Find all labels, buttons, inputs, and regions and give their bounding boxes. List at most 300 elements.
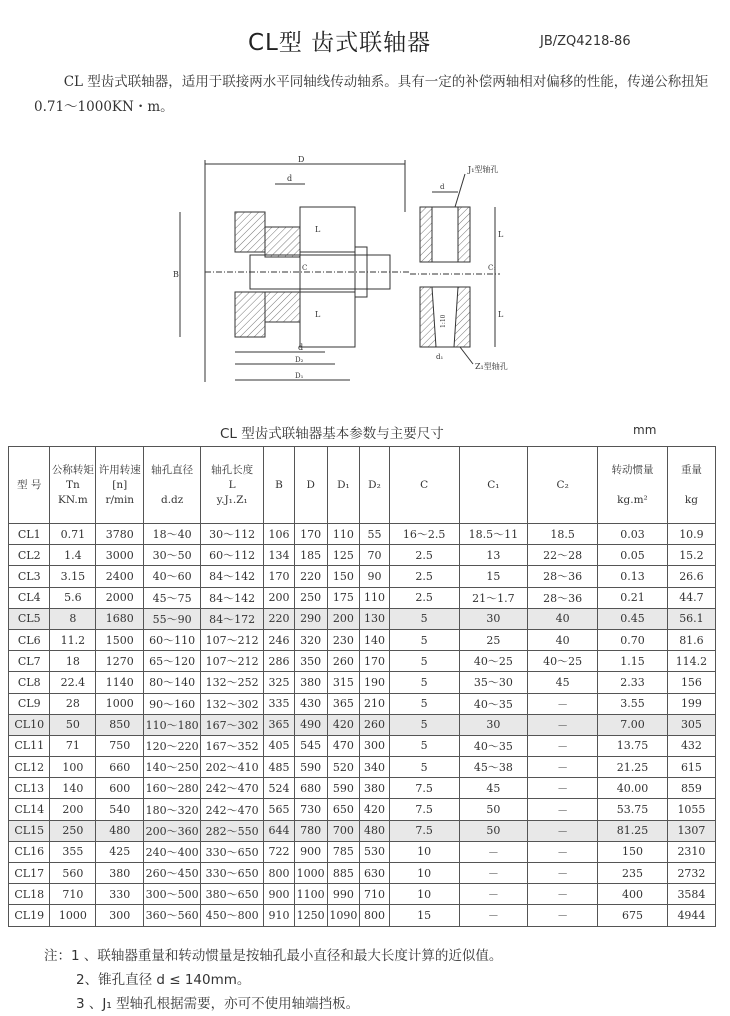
table-cell: 70 xyxy=(360,545,389,566)
table-cell: 450～800 xyxy=(201,905,264,926)
table-cell: CL13 xyxy=(9,778,50,799)
table-cell: 81.25 xyxy=(598,820,668,841)
table-cell: 18.5～11 xyxy=(459,524,528,545)
table-cell: 5 xyxy=(389,672,459,693)
table-cell: 134 xyxy=(264,545,295,566)
table-cell: 10 xyxy=(389,841,459,862)
table-cell: 1140 xyxy=(96,672,144,693)
svg-text:d: d xyxy=(440,183,445,191)
table-cell: 850 xyxy=(96,714,144,735)
table-row xyxy=(9,524,716,545)
table-cell: 5 xyxy=(389,757,459,778)
table-cell: 18～40 xyxy=(144,524,201,545)
table-header-cell: 轴孔长度 L y.J₁.Z₁ xyxy=(201,447,264,524)
table-cell: 5 xyxy=(389,629,459,650)
table-cell: 885 xyxy=(327,863,360,884)
table-cell: 40 xyxy=(528,629,598,650)
table-cell: 40～35 xyxy=(459,735,528,756)
table-cell: 5 xyxy=(389,714,459,735)
table-cell: － xyxy=(528,735,598,756)
label-taper: 1:10 xyxy=(440,314,447,328)
table-cell: 21.25 xyxy=(598,757,668,778)
table-cell: 13.75 xyxy=(598,735,668,756)
table-cell: 30～50 xyxy=(144,545,201,566)
table-header-cell: 转动惯量 kg.m² xyxy=(598,447,668,524)
table-cell: 56.1 xyxy=(667,608,715,629)
table-cell: CL11 xyxy=(9,735,50,756)
table-cell: 220 xyxy=(294,566,327,587)
table-cell: 400 xyxy=(598,884,668,905)
table-cell: 380 xyxy=(96,863,144,884)
table-cell: 30～112 xyxy=(201,524,264,545)
table-cell: 22.4 xyxy=(50,672,96,693)
table-cell: CL4 xyxy=(9,587,50,608)
table-cell: 560 xyxy=(50,863,96,884)
table-cell: － xyxy=(528,799,598,820)
table-cell: 785 xyxy=(327,841,360,862)
table-cell: 630 xyxy=(360,863,389,884)
table-cell: 315 xyxy=(327,672,360,693)
table-cell: 80～140 xyxy=(144,672,201,693)
table-cell: 110～180 xyxy=(144,714,201,735)
table-header-cell: D xyxy=(294,447,327,524)
table-cell: 200～360 xyxy=(144,820,201,841)
table-row xyxy=(9,672,716,693)
table-cell: 16～2.5 xyxy=(389,524,459,545)
table-cell: 40～25 xyxy=(528,651,598,672)
table-cell: 44.7 xyxy=(667,587,715,608)
table-cell: 170 xyxy=(264,566,295,587)
table-cell: 722 xyxy=(264,841,295,862)
table-cell: 480 xyxy=(360,820,389,841)
table-cell: 330～650 xyxy=(201,863,264,884)
table-cell: 300 xyxy=(96,905,144,926)
table-cell: 2.33 xyxy=(598,672,668,693)
table-cell: 3584 xyxy=(667,884,715,905)
table-cell: 260～450 xyxy=(144,863,201,884)
table-cell: 45～75 xyxy=(144,587,201,608)
table-cell: 242～470 xyxy=(201,799,264,820)
table-cell: 590 xyxy=(327,778,360,799)
table-cell: 160～280 xyxy=(144,778,201,799)
table-cell: 1090 xyxy=(327,905,360,926)
table-row xyxy=(9,884,716,905)
table-cell: 84～142 xyxy=(201,587,264,608)
table-cell: 90 xyxy=(360,566,389,587)
table-header-row xyxy=(9,447,716,524)
table-cell: 5 xyxy=(389,651,459,672)
table-cell: CL18 xyxy=(9,884,50,905)
table-cell: 156 xyxy=(667,672,715,693)
svg-text:d: d xyxy=(298,343,304,352)
table-cell: 60～110 xyxy=(144,629,201,650)
table-cell: 200 xyxy=(50,799,96,820)
table-header-cell: 重量 kg xyxy=(667,447,715,524)
table-cell: 107～212 xyxy=(201,629,264,650)
table-cell: 565 xyxy=(264,799,295,820)
table-row xyxy=(9,863,716,884)
table-cell: 286 xyxy=(264,651,295,672)
table-cell: － xyxy=(459,841,528,862)
table-cell: 71 xyxy=(50,735,96,756)
table-cell: 107～212 xyxy=(201,651,264,672)
table-cell: 167～352 xyxy=(201,735,264,756)
table-cell: 180～320 xyxy=(144,799,201,820)
table-cell: 2310 xyxy=(667,841,715,862)
table-cell: 350 xyxy=(294,651,327,672)
table-cell: 235 xyxy=(598,863,668,884)
table-cell: 360～560 xyxy=(144,905,201,926)
table-unit: mm xyxy=(633,423,657,437)
table-cell: 0.70 xyxy=(598,629,668,650)
table-cell: 335 xyxy=(264,693,295,714)
table-cell: 242～470 xyxy=(201,778,264,799)
label-D: D xyxy=(298,155,305,164)
table-cell: 750 xyxy=(96,735,144,756)
table-row xyxy=(9,757,716,778)
table-cell: 320 xyxy=(294,629,327,650)
table-row xyxy=(9,629,716,650)
label-d: d xyxy=(287,174,293,183)
table-cell: 545 xyxy=(294,735,327,756)
table-cell: 114.2 xyxy=(667,651,715,672)
table-row xyxy=(9,587,716,608)
table-cell: 25 xyxy=(459,629,528,650)
notes xyxy=(44,944,502,1016)
table-cell: 365 xyxy=(327,693,360,714)
table-cell: 2000 xyxy=(96,587,144,608)
table-cell: 1500 xyxy=(96,629,144,650)
intro-paragraph: CL 型齿式联轴器，适用于联接两水平同轴线传动轴系。具有一定的补偿两轴相对偏移的性能，传递公称扭矩 0.71～1000KN・m。 xyxy=(34,74,709,115)
table-cell: 355 xyxy=(50,841,96,862)
table-cell: 250 xyxy=(50,820,96,841)
table-cell: 680 xyxy=(294,778,327,799)
table-cell: 644 xyxy=(264,820,295,841)
table-cell: 859 xyxy=(667,778,715,799)
table-cell: 10.9 xyxy=(667,524,715,545)
table-cell: 4944 xyxy=(667,905,715,926)
table-cell: 220 xyxy=(264,608,295,629)
table-cell: 0.05 xyxy=(598,545,668,566)
table-cell: 132～252 xyxy=(201,672,264,693)
table-cell: 900 xyxy=(264,884,295,905)
table-header-cell: D₁ xyxy=(327,447,360,524)
table-cell: 600 xyxy=(96,778,144,799)
table-row xyxy=(9,608,716,629)
table-cell: 660 xyxy=(96,757,144,778)
table-cell: 81.6 xyxy=(667,629,715,650)
table-cell: 45 xyxy=(528,672,598,693)
table-cell: 35～30 xyxy=(459,672,528,693)
table-cell: 45 xyxy=(459,778,528,799)
table-cell: 132～302 xyxy=(201,693,264,714)
table-cell: 246 xyxy=(264,629,295,650)
table-cell: － xyxy=(528,757,598,778)
table-cell: 7.5 xyxy=(389,799,459,820)
table-cell: CL17 xyxy=(9,863,50,884)
table-row xyxy=(9,820,716,841)
table-row xyxy=(9,651,716,672)
table-cell: 150 xyxy=(598,841,668,862)
table-cell: CL2 xyxy=(9,545,50,566)
table-cell: 185 xyxy=(294,545,327,566)
table-row xyxy=(9,905,716,926)
table-cell: CL19 xyxy=(9,905,50,926)
table-cell: － xyxy=(528,693,598,714)
table-cell: 50 xyxy=(50,714,96,735)
table-cell: 2400 xyxy=(96,566,144,587)
table-cell: 1680 xyxy=(96,608,144,629)
svg-text:L: L xyxy=(498,310,504,319)
table-cell: 485 xyxy=(264,757,295,778)
table-cell: 490 xyxy=(294,714,327,735)
table-cell: 990 xyxy=(327,884,360,905)
table-cell: － xyxy=(459,863,528,884)
label-B: B xyxy=(173,270,179,279)
table-cell: 50 xyxy=(459,799,528,820)
table-cell: CL1 xyxy=(9,524,50,545)
table-cell: CL5 xyxy=(9,608,50,629)
table-cell: 5 xyxy=(389,735,459,756)
table-cell: 1100 xyxy=(294,884,327,905)
table-cell: 325 xyxy=(264,672,295,693)
label-c1: C₁ xyxy=(488,264,497,272)
table-cell: 5 xyxy=(389,693,459,714)
table-cell: 15 xyxy=(389,905,459,926)
coupling-drawing xyxy=(170,152,550,392)
table-cell: 200 xyxy=(327,608,360,629)
table-cell: － xyxy=(528,884,598,905)
table-cell: 430 xyxy=(294,693,327,714)
table-cell: 300～500 xyxy=(144,884,201,905)
table-cell: 230 xyxy=(327,629,360,650)
table-cell: 40.00 xyxy=(598,778,668,799)
table-row xyxy=(9,735,716,756)
table-cell: 110 xyxy=(327,524,360,545)
note-1: 注：1 、联轴器重量和转动惯量是按轴孔最小直径和最大长度计算的近似值。 xyxy=(44,948,503,964)
table-cell: 28～36 xyxy=(528,587,598,608)
table-cell: 282～550 xyxy=(201,820,264,841)
table-cell: 1000 xyxy=(50,905,96,926)
parameters-table xyxy=(8,446,716,927)
table-cell: 380 xyxy=(360,778,389,799)
table-cell: 10 xyxy=(389,863,459,884)
table-cell: 800 xyxy=(360,905,389,926)
table-header-cell: 轴孔直径 d.dz xyxy=(144,447,201,524)
table-cell: 1250 xyxy=(294,905,327,926)
table-row xyxy=(9,778,716,799)
table-cell: CL12 xyxy=(9,757,50,778)
table-cell: 900 xyxy=(294,841,327,862)
table-cell: 5 xyxy=(389,608,459,629)
note-3: 3 、J₁ 型轴孔根据需要，亦可不使用轴端挡板。 xyxy=(76,996,360,1012)
table-cell: 380～650 xyxy=(201,884,264,905)
table-cell: 470 xyxy=(327,735,360,756)
table-cell: 84～142 xyxy=(201,566,264,587)
table-cell: 1000 xyxy=(96,693,144,714)
table-cell: 480 xyxy=(96,820,144,841)
table-cell: 11.2 xyxy=(50,629,96,650)
table-cell: 210 xyxy=(360,693,389,714)
table-cell: 1.4 xyxy=(50,545,96,566)
table-cell: 0.45 xyxy=(598,608,668,629)
table-header-cell: 型 号 xyxy=(9,447,50,524)
table-cell: 0.03 xyxy=(598,524,668,545)
table-cell: 260 xyxy=(327,651,360,672)
table-cell: CL6 xyxy=(9,629,50,650)
table-cell: 140 xyxy=(360,629,389,650)
table-cell: － xyxy=(528,714,598,735)
table-cell: 330～650 xyxy=(201,841,264,862)
table-cell: 7.00 xyxy=(598,714,668,735)
table-cell: 730 xyxy=(294,799,327,820)
table-cell: 53.75 xyxy=(598,799,668,820)
table-cell: 40～60 xyxy=(144,566,201,587)
table-cell: 2732 xyxy=(667,863,715,884)
label-j1: J₁型轴孔 xyxy=(468,165,499,174)
table-cell: 240～400 xyxy=(144,841,201,862)
label-D1: D₁ xyxy=(295,372,304,380)
table-cell: CL15 xyxy=(9,820,50,841)
table-cell: 1055 xyxy=(667,799,715,820)
table-cell: 425 xyxy=(96,841,144,862)
table-cell: 130 xyxy=(360,608,389,629)
standard-code: JB/ZQ4218-86 xyxy=(540,34,631,49)
table-cell: 170 xyxy=(294,524,327,545)
table-cell: － xyxy=(528,863,598,884)
table-cell: 3000 xyxy=(96,545,144,566)
table-cell: 120～220 xyxy=(144,735,201,756)
table-cell: 18 xyxy=(50,651,96,672)
table-cell: 800 xyxy=(264,863,295,884)
table-cell: CL8 xyxy=(9,672,50,693)
table-cell: 140～250 xyxy=(144,757,201,778)
table-cell: 0.13 xyxy=(598,566,668,587)
table-cell: 2.5 xyxy=(389,566,459,587)
table-cell: 330 xyxy=(96,884,144,905)
table-cell: 650 xyxy=(327,799,360,820)
table-cell: 50 xyxy=(459,820,528,841)
table-cell: 700 xyxy=(327,820,360,841)
table-cell: 170 xyxy=(360,651,389,672)
table-cell: － xyxy=(528,841,598,862)
table-cell: － xyxy=(459,905,528,926)
table-header-cell: 许用转速 [n] r/min xyxy=(96,447,144,524)
table-cell: 1270 xyxy=(96,651,144,672)
table-header-cell: C₁ xyxy=(459,447,528,524)
table-cell: 3.55 xyxy=(598,693,668,714)
table-cell: － xyxy=(528,778,598,799)
table-cell: 167～302 xyxy=(201,714,264,735)
table-cell: 190 xyxy=(360,672,389,693)
table-cell: 40 xyxy=(528,608,598,629)
table-cell: 710 xyxy=(50,884,96,905)
table-header-cell: D₂ xyxy=(360,447,389,524)
table-cell: 18.5 xyxy=(528,524,598,545)
table-cell: 530 xyxy=(360,841,389,862)
table-row xyxy=(9,566,716,587)
table-cell: 200 xyxy=(264,587,295,608)
table-cell: 420 xyxy=(360,799,389,820)
table-cell: 290 xyxy=(294,608,327,629)
table-cell: 420 xyxy=(327,714,360,735)
table-cell: 26.6 xyxy=(667,566,715,587)
table-cell: 710 xyxy=(360,884,389,905)
table-cell: 15.2 xyxy=(667,545,715,566)
table-cell: 300 xyxy=(360,735,389,756)
table-cell: 140 xyxy=(50,778,96,799)
table-cell: 0.71 xyxy=(50,524,96,545)
table-cell: 2.5 xyxy=(389,545,459,566)
table-cell: 340 xyxy=(360,757,389,778)
table-cell: 10 xyxy=(389,884,459,905)
table-cell: 7.5 xyxy=(389,778,459,799)
table-cell: 45～38 xyxy=(459,757,528,778)
table-cell: CL10 xyxy=(9,714,50,735)
table-cell: 125 xyxy=(327,545,360,566)
table-cell: 5.6 xyxy=(50,587,96,608)
table-cell: 30 xyxy=(459,608,528,629)
table-cell: － xyxy=(528,905,598,926)
table-cell: 30 xyxy=(459,714,528,735)
label-d1: d₁ xyxy=(436,353,444,361)
table-cell: 250 xyxy=(294,587,327,608)
table-cell: 55～90 xyxy=(144,608,201,629)
table-cell: 110 xyxy=(360,587,389,608)
table-cell: 28 xyxy=(50,693,96,714)
table-cell: 1000 xyxy=(294,863,327,884)
table-header-cell: C₂ xyxy=(528,447,598,524)
svg-text:L: L xyxy=(498,230,504,239)
table-cell: 60～112 xyxy=(201,545,264,566)
table-cell: 365 xyxy=(264,714,295,735)
table-cell: 100 xyxy=(50,757,96,778)
table-cell: CL9 xyxy=(9,693,50,714)
table-cell: 3.15 xyxy=(50,566,96,587)
table-cell: 84～172 xyxy=(201,608,264,629)
table-cell: 2.5 xyxy=(389,587,459,608)
table-cell: 15 xyxy=(459,566,528,587)
table-cell: 175 xyxy=(327,587,360,608)
table-cell: 1307 xyxy=(667,820,715,841)
table-cell: 675 xyxy=(598,905,668,926)
table-cell: 65～120 xyxy=(144,651,201,672)
table-row xyxy=(9,799,716,820)
table-cell: 524 xyxy=(264,778,295,799)
table-cell: 13 xyxy=(459,545,528,566)
label-z1: Z₁型轴孔 xyxy=(475,362,508,371)
table-cell: 22～28 xyxy=(528,545,598,566)
table-cell: 28～36 xyxy=(528,566,598,587)
table-cell: 1.15 xyxy=(598,651,668,672)
table-cell: CL14 xyxy=(9,799,50,820)
table-cell: 615 xyxy=(667,757,715,778)
table-cell: 432 xyxy=(667,735,715,756)
table-cell: CL16 xyxy=(9,841,50,862)
table-header-cell: C xyxy=(389,447,459,524)
table-cell: 305 xyxy=(667,714,715,735)
table-cell: 7.5 xyxy=(389,820,459,841)
table-cell: 3780 xyxy=(96,524,144,545)
table-cell: 380 xyxy=(294,672,327,693)
note-2: 2、锥孔直径 d ≤ 140mm。 xyxy=(76,972,251,988)
table-cell: 260 xyxy=(360,714,389,735)
table-cell: CL7 xyxy=(9,651,50,672)
table-row xyxy=(9,693,716,714)
table-cell: 0.21 xyxy=(598,587,668,608)
page-title: CL型 齿式联轴器 xyxy=(248,30,432,56)
table-cell: 780 xyxy=(294,820,327,841)
